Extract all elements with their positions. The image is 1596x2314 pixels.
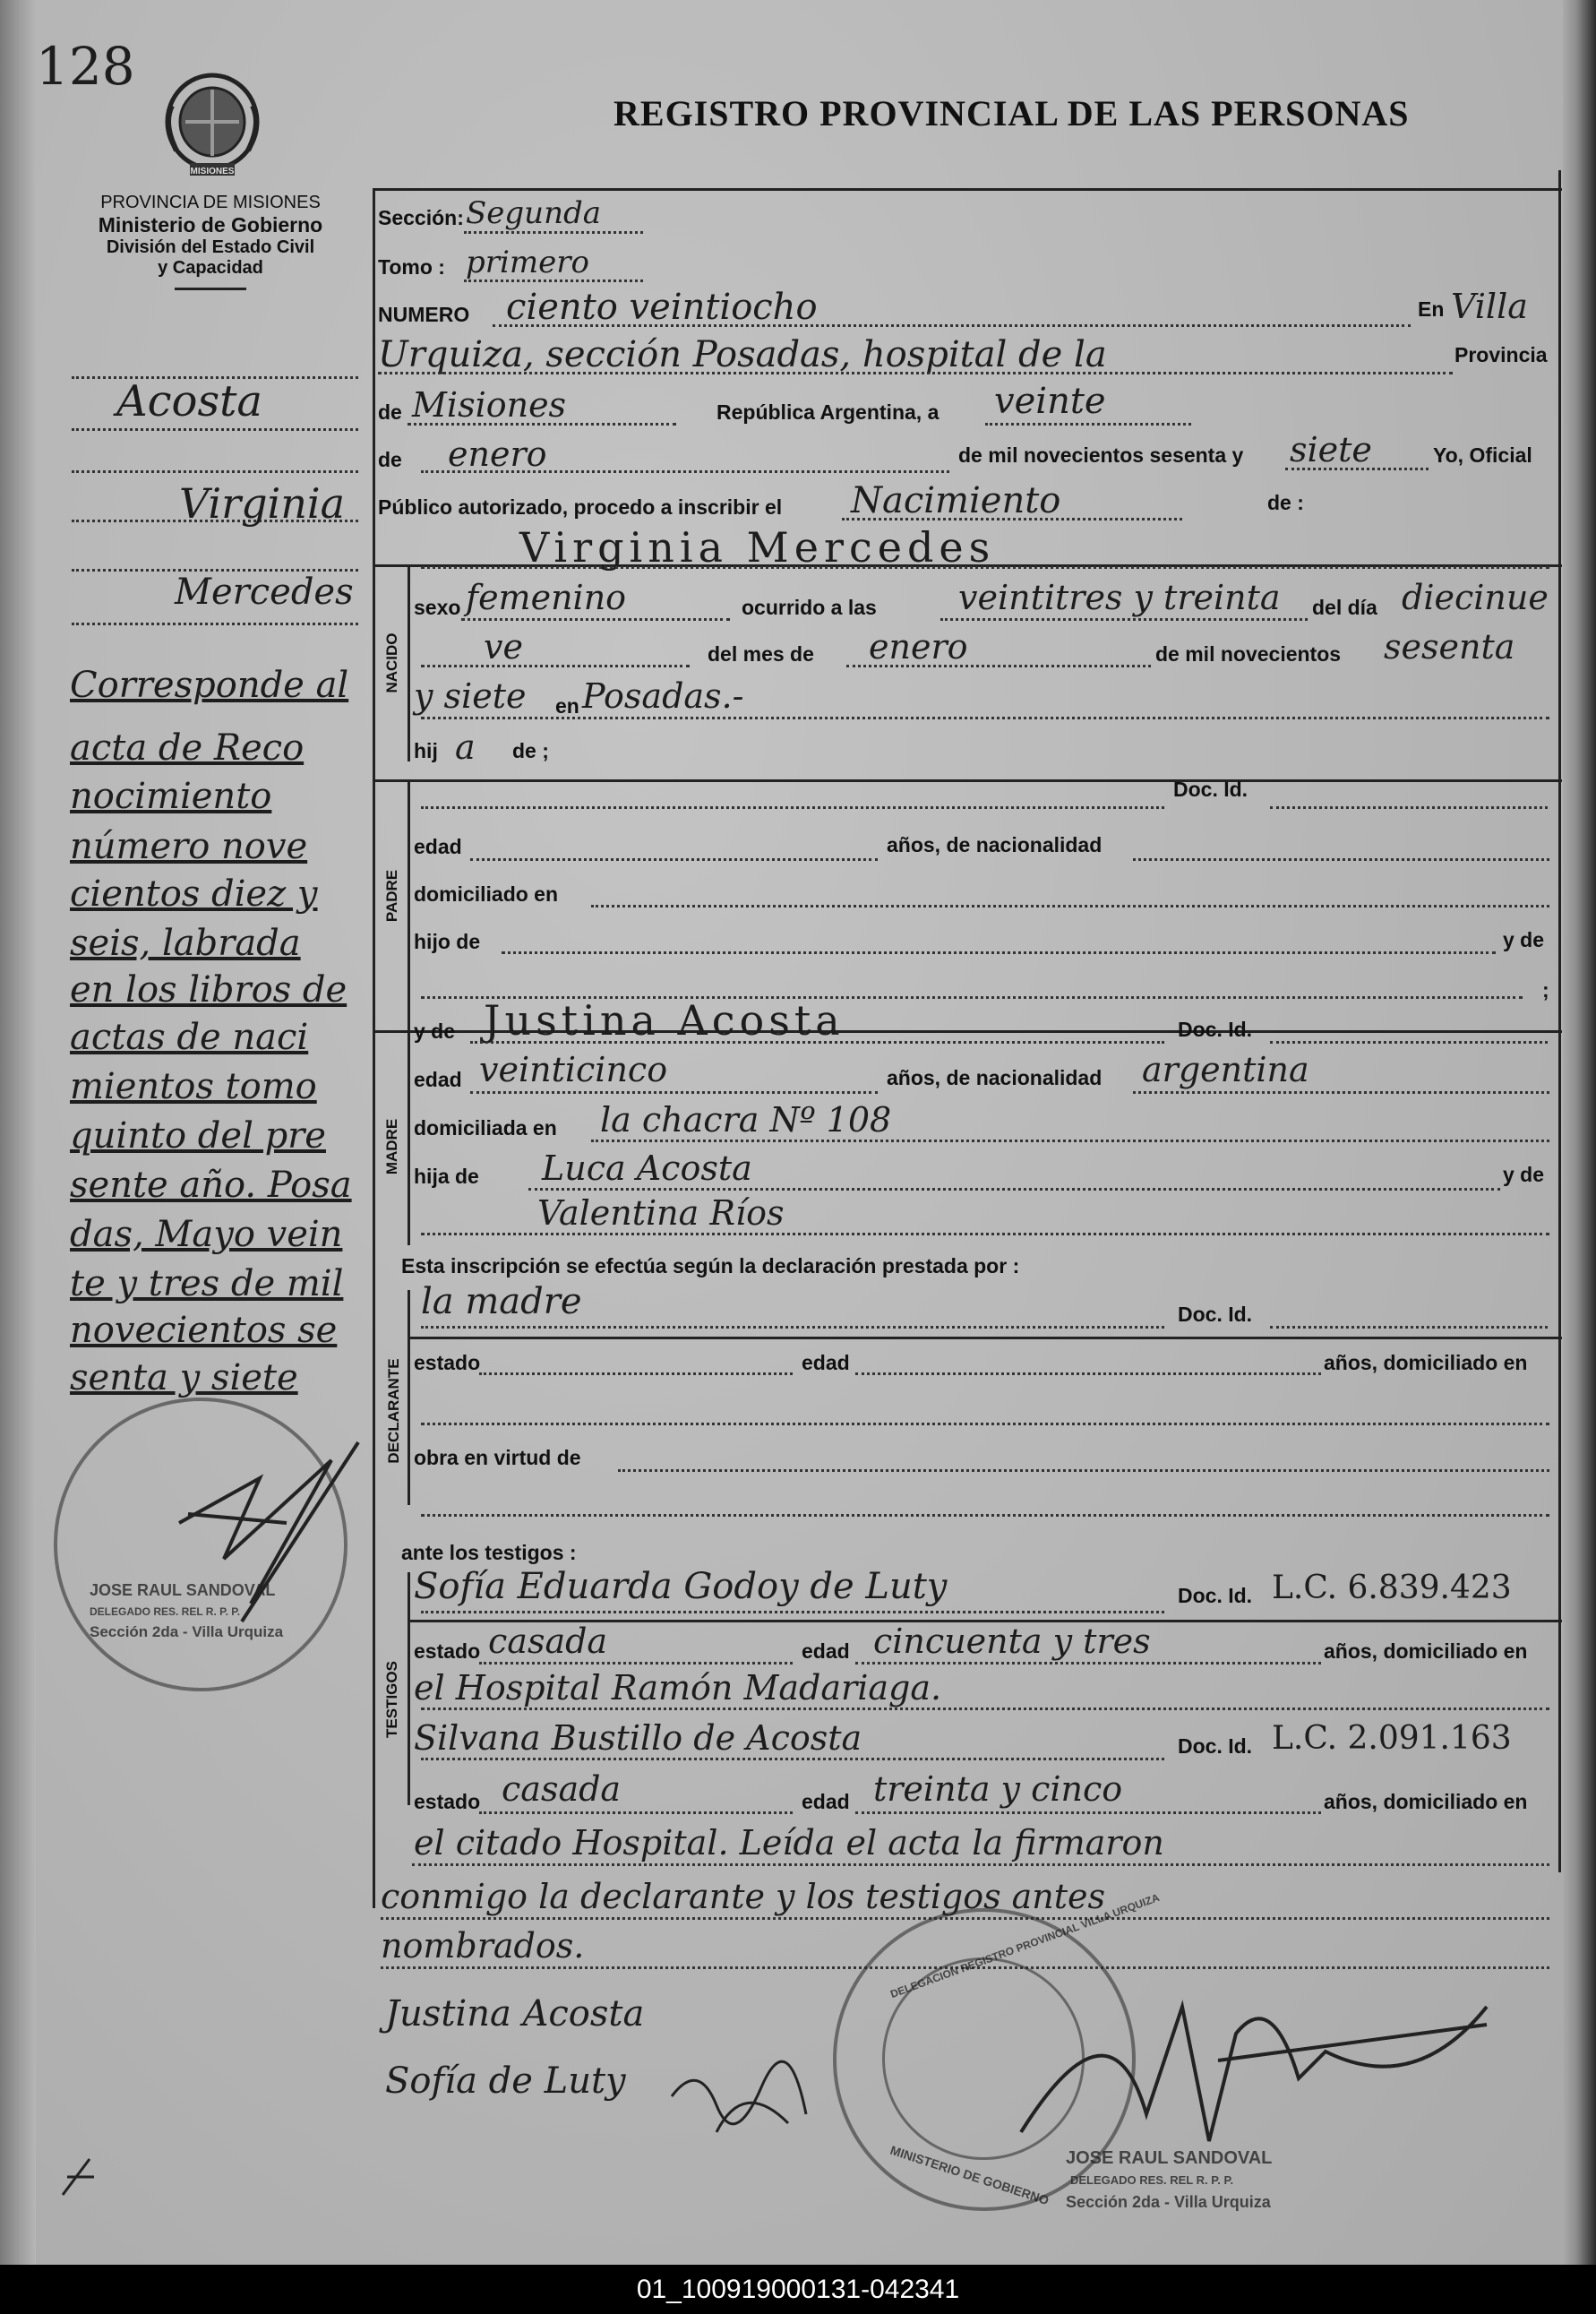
sexo-label: sexo — [414, 596, 461, 619]
de3-label: de : — [1267, 491, 1304, 514]
declarante-value: la madre — [421, 1281, 582, 1322]
cierre-line-1-rule — [412, 1863, 1549, 1866]
obra-line — [618, 1469, 1549, 1472]
margin-note-line: sente año. Posa — [70, 1165, 352, 1206]
nacido-name-line — [421, 566, 1549, 569]
corner-mark-icon — [54, 2150, 107, 2204]
margin-note-line: actas de naci — [70, 1017, 309, 1058]
testigo1-name: Sofía Eduarda Godoy de Luty — [414, 1566, 948, 1607]
testigo1-estado-label: estado — [414, 1639, 481, 1663]
witness-signature-scribble-icon — [663, 2043, 842, 2150]
dia-line — [985, 423, 1191, 426]
official-stamp-name: JOSE RAUL SANDOVAL — [1066, 2148, 1273, 2168]
signature-mother: Justina Acosta — [385, 1993, 645, 2034]
issuer-division: División del Estado Civil — [106, 237, 315, 257]
document-title: REGISTRO PROVINCIAL DE LAS PERSONAS — [614, 93, 1410, 133]
provincia-label: Provincia — [1454, 343, 1548, 366]
obra-line-2 — [421, 1514, 1549, 1517]
padre-dom-label: domiciliado en — [414, 882, 559, 906]
official-stamp-section: Sección 2da - Villa Urquiza — [1066, 2193, 1271, 2211]
numero-value: ciento veintiocho — [506, 287, 818, 328]
coat-of-arms-icon — [154, 70, 270, 185]
anio-line — [1285, 468, 1429, 470]
testigo1-name-line — [421, 1611, 1164, 1613]
inscripcion-label: Esta inscripción se efectúa según la declaración prestada por : — [401, 1254, 1020, 1277]
mil-nov-label: de mil novecientos — [1155, 642, 1342, 666]
hora-line — [940, 618, 1308, 621]
registry-seal-ring-2: MINISTERIO DE GOBIERNO — [888, 2142, 1051, 2208]
testigo2-edad-value: treinta y cinco — [873, 1769, 1123, 1809]
testigo1-edad-label: edad — [802, 1639, 850, 1663]
testigos-label: ante los testigos : — [401, 1541, 577, 1564]
padre-hijo-line — [502, 951, 1496, 954]
madre-dom-label: domiciliada en — [414, 1116, 557, 1140]
margin-rule — [72, 428, 358, 431]
margin-note-line: senta y siete — [70, 1357, 298, 1398]
madre-divider — [408, 1012, 410, 1245]
declarante-side-label: DECLARANTE — [385, 1358, 402, 1464]
margin-note-line: cientos diez y — [70, 873, 318, 915]
de-label: de — [378, 400, 402, 424]
padre-doc-line — [1270, 806, 1548, 809]
testigos-divider — [408, 1572, 410, 1805]
lugar-value: Urquiza, sección Posadas, hospital de la — [378, 334, 1107, 375]
testigo2-name-line — [421, 1758, 1164, 1760]
official-stamp-title: DELEGADO RES. REL R. P. P. — [1070, 2173, 1234, 2187]
padre-top-line — [373, 779, 1562, 782]
hora-value: veintitres y treinta — [958, 578, 1281, 617]
madre-hija-line — [528, 1188, 1500, 1191]
page-number: 128 — [36, 36, 135, 97]
madre-edad-line — [470, 1091, 878, 1094]
madre-dom-value: la chacra Nº 108 — [600, 1100, 892, 1140]
margin-note-line: acta de Reco — [70, 727, 305, 769]
madre-nac-line — [1133, 1091, 1549, 1094]
madre-madre-value: Valentina Ríos — [537, 1193, 785, 1233]
declarante-dom-label: años, domiciliado en — [1324, 1351, 1528, 1374]
margin-note-line: te y tres de mil — [70, 1263, 344, 1304]
dia-nac-line — [421, 665, 690, 667]
publico-label: Público autorizado, procedo a inscribir el — [378, 495, 783, 519]
testigo1-estado-value: casada — [488, 1622, 608, 1661]
padre-y-de-label: y de — [1503, 928, 1545, 951]
seccion-line — [464, 231, 643, 234]
madre-doc-line — [1270, 1041, 1548, 1044]
frame-right-line — [1558, 170, 1561, 1872]
margin-note-line: nocimiento — [70, 776, 272, 817]
madre-madre-line — [421, 1233, 1549, 1235]
dia-nac-value: diecinue — [1402, 578, 1549, 617]
declarante-edad-label: edad — [802, 1351, 850, 1374]
issuer-province: PROVINCIA DE MISIONES — [100, 193, 321, 212]
issuer-division-2: y Capacidad — [158, 258, 263, 278]
testigo1-estado-line — [479, 1662, 793, 1665]
declarante-estado-line — [479, 1372, 793, 1375]
mes-value: enero — [448, 434, 547, 474]
lugar-nac-line — [421, 717, 1549, 719]
mil-label: de mil novecientos sesenta y — [958, 443, 1244, 467]
padre-nac-line — [1133, 858, 1549, 861]
numero-label: NUMERO — [378, 303, 470, 326]
testigo1-doc-value: L.C. 6.839.423 — [1272, 1570, 1512, 1606]
tomo-label: Tomo : — [378, 255, 445, 279]
margin-note-line: Corresponde al — [70, 665, 349, 706]
dia-nac-value-cont: ve — [484, 627, 523, 667]
stamp-official-title: DELEGADO RES. REL R. P. P. — [90, 1605, 241, 1618]
provincia-line — [408, 423, 676, 426]
padre-divider — [408, 779, 410, 1012]
padre-dom-line — [591, 905, 1549, 908]
republica-label: República Argentina, a — [716, 400, 940, 424]
nacido-name: Virginia Mercedes — [519, 523, 996, 572]
numero-line — [493, 324, 1411, 327]
seccion-value: Segunda — [466, 195, 602, 231]
declarante-top-line — [408, 1337, 1562, 1339]
testigo1-edad-value: cincuenta y tres — [873, 1622, 1151, 1661]
testigo1-dom-line — [421, 1708, 1549, 1710]
declarante-dom-line — [421, 1423, 1549, 1425]
margin-surname: Acosta — [116, 376, 262, 426]
en-value: Villa — [1451, 287, 1528, 326]
cierre-line-2: conmigo la declarante y los testigos antes — [381, 1877, 1106, 1916]
registry-seal-ring: DELEGACION REGISTRO PROVINCIAL VILLA URQUIZA — [888, 1890, 1162, 2001]
declarante-line — [421, 1326, 1164, 1329]
testigo2-dom-label: años, domiciliado en — [1324, 1790, 1528, 1813]
provincia-value: Misiones — [412, 385, 567, 425]
official-signature-scribble-icon — [1003, 1953, 1505, 2168]
issuer-rule — [175, 288, 246, 290]
mes-line — [421, 470, 949, 473]
madre-padre-value: Luca Acosta — [542, 1148, 752, 1188]
tomo-line — [464, 280, 643, 282]
testigo2-estado-value: casada — [502, 1769, 622, 1809]
padre-semicolon: ; — [1542, 978, 1549, 1002]
nacido-divider — [408, 564, 410, 761]
binding-edge — [0, 0, 36, 2265]
madre-hija-label: hija de — [414, 1165, 479, 1188]
declarante-estado-label: estado — [414, 1351, 481, 1374]
anio-value: siete — [1290, 430, 1372, 469]
madre-name-line — [470, 1041, 1164, 1044]
margin-rule — [72, 623, 358, 625]
page-edge — [1563, 0, 1596, 2265]
dia-value: veinte — [994, 381, 1106, 422]
en2-label: en — [555, 694, 579, 718]
madre-dom-line — [591, 1140, 1549, 1142]
testigo2-edad-label: edad — [802, 1790, 850, 1813]
signature-witness: Sofía de Luty — [385, 2060, 626, 2102]
testigo2-estado-line — [479, 1811, 793, 1814]
testigo1-doc-label: Doc. Id. — [1178, 1584, 1253, 1607]
issuer-block — [54, 193, 367, 290]
padre-hijo-label: hijo de — [414, 930, 481, 953]
margin-note-line: mientos tomo — [70, 1066, 317, 1107]
lugar-nac-value: Posadas.- — [582, 676, 744, 716]
madre-side-label: MADRE — [383, 1118, 400, 1175]
testigo2-doc-value: L.C. 2.091.163 — [1272, 1720, 1512, 1757]
madre-edad-label: edad — [414, 1068, 462, 1091]
sexo-line — [461, 618, 730, 621]
testigo2-edad-line — [855, 1811, 1321, 1814]
testigos-side-label: TESTIGOS — [383, 1661, 400, 1738]
madre-y-de-label: y de — [414, 1019, 456, 1043]
seccion-label: Sección: — [378, 206, 464, 229]
de2-label: de — [378, 448, 402, 471]
testigo1-dom-value: el Hospital Ramón Madariaga. — [414, 1668, 942, 1708]
margin-note-line: quinto del pre — [70, 1115, 326, 1157]
hij-value: a — [455, 727, 476, 767]
padre-edad-line — [470, 858, 878, 861]
madre-name: Justina Acosta — [484, 996, 845, 1045]
mes-nac-value: enero — [869, 627, 968, 667]
issuer-ministry: Ministerio de Gobierno — [98, 213, 323, 237]
margin-note-line: en los libros de — [70, 969, 348, 1011]
del-mes-label: del mes de — [708, 642, 814, 666]
lugar-line — [378, 372, 1453, 374]
yo-label: Yo, Oficial — [1433, 443, 1532, 467]
ocurrido-label: ocurrido a las — [742, 596, 877, 619]
margin-note-line: seis, labrada — [70, 923, 301, 964]
margin-note-line: número nove — [70, 826, 308, 867]
margin-rule — [72, 470, 358, 473]
hij-label: hij — [414, 739, 438, 762]
declarante-doc-line — [1270, 1326, 1548, 1329]
testigo1-dom-label: años, domiciliado en — [1324, 1639, 1528, 1663]
obra-label: obra en virtud de — [414, 1446, 581, 1469]
left-signature-scribble-icon — [152, 1424, 385, 1639]
anio-nac-value-cont: y siete — [414, 676, 527, 716]
padre-edad-label: edad — [414, 835, 462, 858]
madre-doc-label: Doc. Id. — [1178, 1018, 1253, 1041]
padre-side-label: PADRE — [383, 869, 400, 923]
margin-second-name: Mercedes — [175, 572, 354, 613]
scan-file-id: 01_100919000131-042341 — [0, 2265, 1596, 2314]
sexo-value: femenino — [466, 578, 627, 617]
declarante-divider — [408, 1290, 410, 1505]
padre-doc-label: Doc. Id. — [1173, 778, 1248, 801]
acto-line — [842, 518, 1182, 520]
margin-note-line: das, Mayo vein — [70, 1214, 343, 1255]
declarante-edad-line — [855, 1372, 1321, 1375]
en-label: En — [1418, 297, 1445, 321]
margin-note-line: novecientos se — [70, 1310, 338, 1351]
tomo-value: primero — [466, 245, 589, 280]
padre-name-line — [421, 806, 1164, 809]
anio-nac-value: sesenta — [1384, 627, 1515, 667]
acto-value: Nacimiento — [851, 480, 1061, 521]
testigo2-estado-label: estado — [414, 1790, 481, 1813]
testigo1-edad-line — [855, 1662, 1321, 1665]
cierre-line-1: el citado Hospital. Leída el acta la firmaron — [414, 1823, 1164, 1862]
seal-label: MISIONES — [190, 167, 235, 176]
de4-label: de ; — [512, 739, 549, 762]
madre-edad-value: veinticinco — [479, 1050, 668, 1089]
cierre-line-3: nombrados. — [381, 1926, 585, 1966]
madre-y-de-2-label: y de — [1503, 1163, 1545, 1186]
del-dia-label: del día — [1312, 596, 1377, 619]
frame-left-line — [373, 188, 375, 1908]
madre-nac-value: argentina — [1142, 1050, 1309, 1089]
nacido-side-label: NACIDO — [383, 632, 400, 693]
stamp-official-section: Sección 2da - Villa Urquiza — [90, 1623, 284, 1640]
testigo2-name: Silvana Bustillo de Acosta — [414, 1718, 862, 1758]
frame-top-line — [373, 188, 1562, 191]
testigo2-doc-label: Doc. Id. — [1178, 1734, 1253, 1758]
margin-first-name: Virginia — [179, 479, 346, 528]
mes-nac-line — [846, 665, 1151, 667]
declarante-doc-label: Doc. Id. — [1178, 1303, 1253, 1326]
stamp-official-name: JOSE RAUL SANDOVAL — [90, 1581, 276, 1599]
padre-nac-label: años, de nacionalidad — [887, 833, 1103, 856]
madre-nac-label: años, de nacionalidad — [887, 1066, 1103, 1089]
